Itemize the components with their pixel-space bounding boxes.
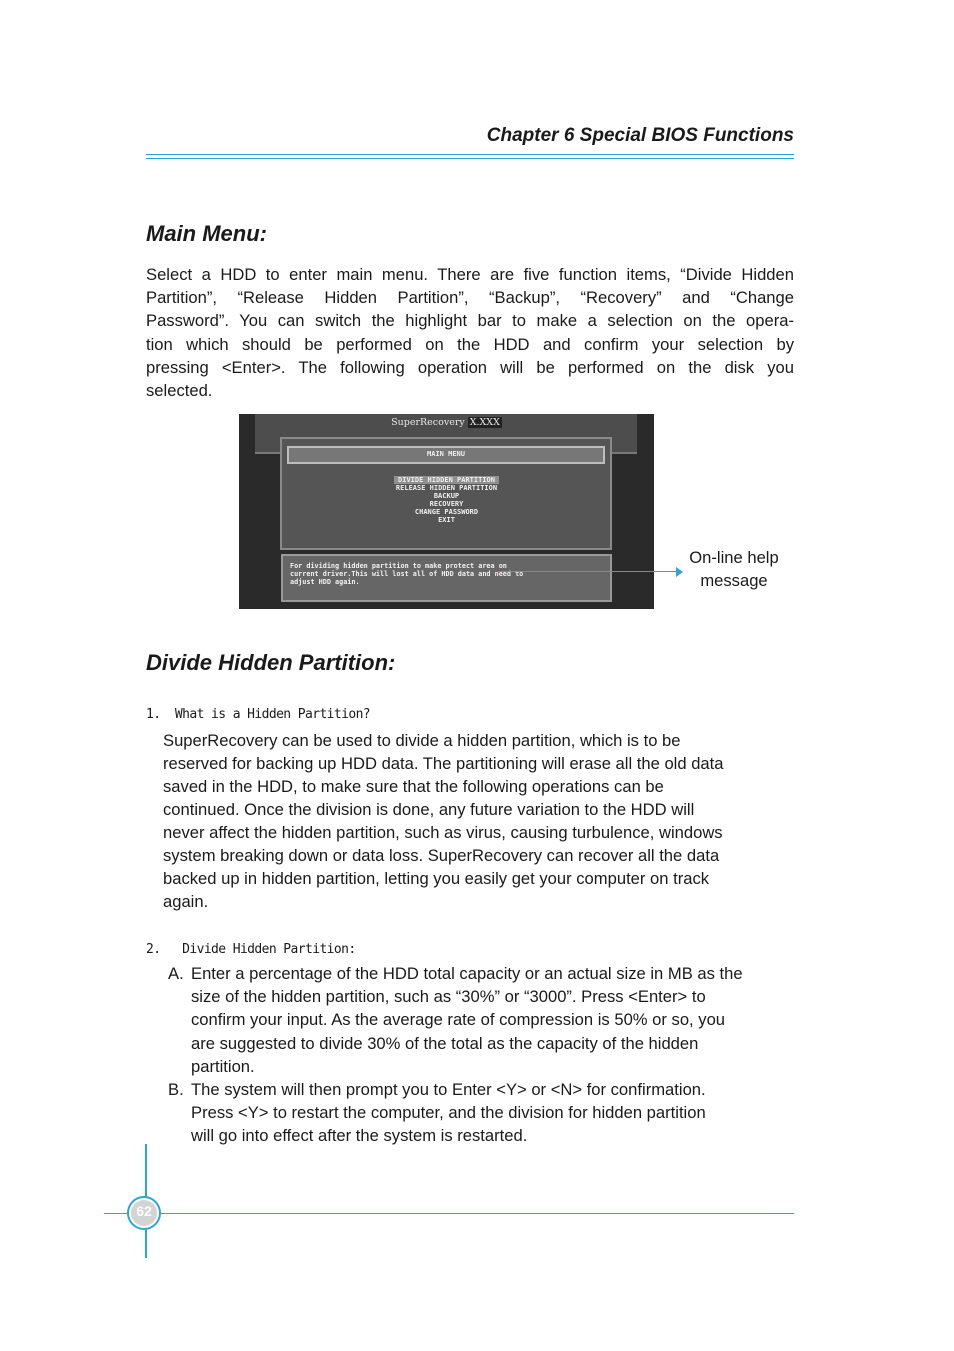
- page-number: 62: [136, 1203, 152, 1219]
- chapter-header: Chapter 6 Special BIOS Functions: [486, 125, 794, 146]
- divide-hidden-partition-heading: Divide Hidden Partition:: [146, 650, 396, 675]
- bios-menu-list: [239, 476, 654, 524]
- list-marker: A.: [168, 964, 184, 983]
- bios-app-name: SuperRecovery: [391, 417, 465, 428]
- header-rule-secondary: [146, 158, 794, 159]
- list-line: will go into effect after the system is restarted.: [191, 1126, 528, 1146]
- answer-line: backed up in hidden partition, letting you easily get your computer on track: [163, 869, 710, 888]
- list-line: confirm your input. As the average rate of compression is 50% or so, you: [191, 1010, 726, 1030]
- list-item-b: [168, 1078, 796, 1148]
- question-1-heading: 1. What is a Hidden Partition?: [146, 707, 371, 722]
- answer-line: system breaking down or data loss. SuperRecovery can recover all the data: [163, 846, 720, 865]
- callout-line: [498, 571, 678, 572]
- list-line: Press <Y> to restart the computer, and the division for hidden partition: [191, 1103, 706, 1123]
- answer-line: reserved for backing up HDD data. The partitioning will erase all the old data: [163, 754, 724, 773]
- list-marker: B.: [168, 1080, 184, 1099]
- paragraph-line: Password”. You can switch the highlight bar to make a selection on the opera-: [146, 311, 794, 331]
- answer-line: continued. Once the division is done, any future variation to the HDD will: [163, 800, 695, 819]
- question-1-answer: [163, 729, 803, 913]
- main-menu-paragraph: [146, 263, 794, 402]
- bios-menu-item-recovery[interactable]: RECOVERY: [429, 500, 464, 508]
- paragraph-line: Partition”, “Release Hidden Partition”, “Backup”, “Recovery” and “Change: [146, 288, 794, 308]
- bios-help-text: [290, 562, 590, 586]
- list-line: The system will then prompt you to Enter <Y> or <N> for confirmation.: [191, 1080, 706, 1099]
- paragraph-line: selected.: [146, 381, 213, 401]
- answer-line: SuperRecovery can be used to divide a hidden partition, which is to be: [163, 731, 681, 750]
- bios-menu-item-release[interactable]: RELEASE HIDDEN PARTITION: [395, 484, 498, 492]
- bios-menu-item-change-password[interactable]: CHANGE PASSWORD: [414, 508, 479, 516]
- bios-menu-item-label: DIVIDE HIDDEN PARTITION: [394, 476, 499, 484]
- answer-line: saved in the HDD, to make sure that the following operations can be: [163, 777, 664, 796]
- bios-menu-item-exit[interactable]: EXIT: [438, 516, 455, 524]
- bios-app-version: X.XXX: [469, 417, 500, 428]
- answer-line: never affect the hidden partition, such as virus, causing turbulence, windows: [163, 823, 723, 842]
- bios-screenshot: [239, 414, 654, 609]
- bios-app-title: [239, 417, 654, 428]
- list-line: Enter a percentage of the HDD total capacity or an actual size in MB as the: [191, 964, 743, 983]
- paragraph-line: pressing <Enter>. The following operation will be performed on the disk you: [146, 357, 794, 377]
- callout-line-2: message: [700, 571, 768, 590]
- footer-horizontal-rule: [104, 1213, 794, 1214]
- help-line: adjust HDD again.: [290, 578, 360, 586]
- paragraph-line: Select a HDD to enter main menu. There are five function items, “Divide Hidden: [146, 265, 794, 284]
- bios-menu-item-backup[interactable]: BACKUP: [433, 492, 460, 500]
- list-item-a: [168, 962, 796, 1078]
- question-2-heading: 2. Divide Hidden Partition:: [146, 942, 356, 957]
- answer-line: again.: [163, 892, 209, 911]
- paragraph-line: tion which should be performed on the HDD and confirm your selection by: [146, 334, 794, 354]
- help-line: For dividing hidden partition to make protect area on: [290, 562, 507, 570]
- list-line: size of the hidden partition, such as “30%” or “3000”. Press <Enter> to: [191, 987, 706, 1007]
- list-line: are suggested to divide 30% of the total as the capacity of the hidden: [191, 1033, 699, 1053]
- callout-line-1: On-line help: [689, 548, 779, 567]
- header-rule: [146, 154, 794, 155]
- bios-menu-title: MAIN MENU: [427, 450, 465, 458]
- main-menu-heading: Main Menu:: [146, 221, 267, 246]
- list-line: partition.: [191, 1056, 255, 1076]
- help-line: current driver.This will lost all of HDD data and need to: [290, 570, 524, 578]
- online-help-callout: [676, 546, 792, 592]
- bios-menu-item-divide[interactable]: [239, 476, 654, 484]
